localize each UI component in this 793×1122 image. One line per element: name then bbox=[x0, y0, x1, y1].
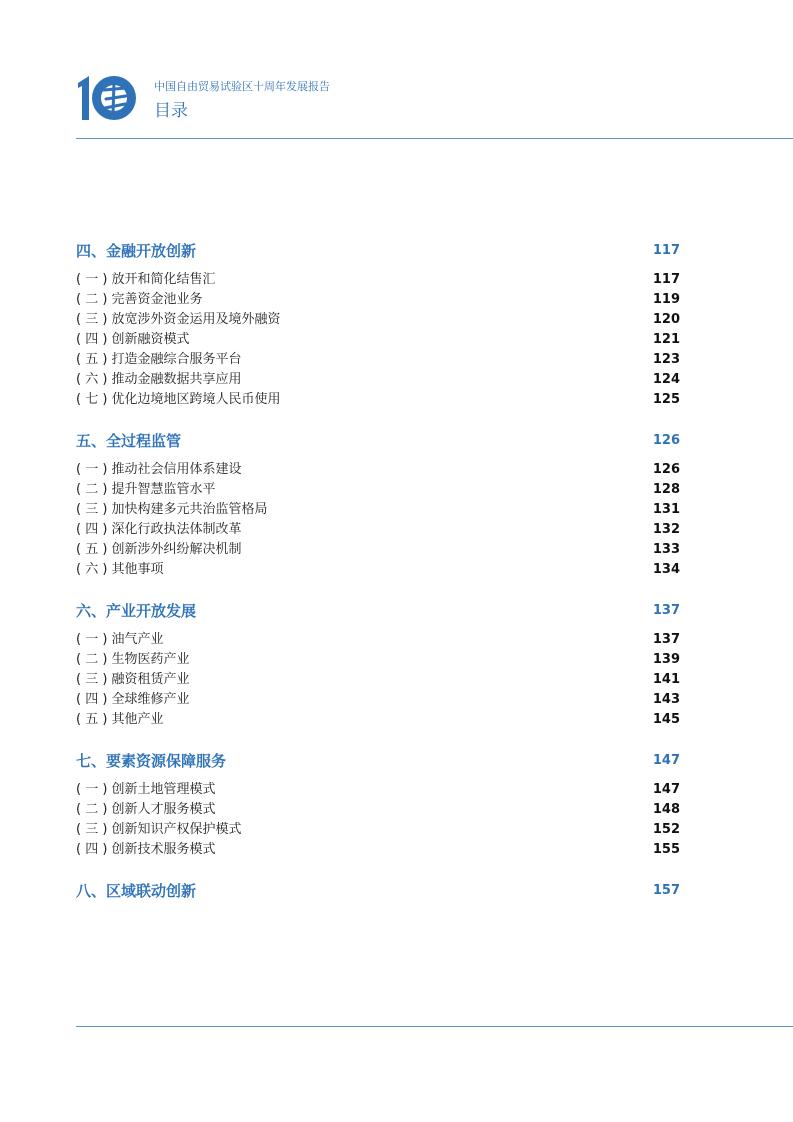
entry-title: ( 四 ) 全球维修产业 bbox=[76, 692, 190, 707]
toc-entry[interactable] bbox=[76, 500, 680, 520]
toc-entry[interactable] bbox=[76, 820, 680, 840]
toc-entry[interactable] bbox=[76, 630, 680, 650]
entry-page-number: 123 bbox=[652, 352, 680, 367]
entry-page-number: 148 bbox=[652, 802, 680, 817]
toc-chapter-row[interactable] bbox=[76, 598, 680, 624]
entry-title: ( 一 ) 创新土地管理模式 bbox=[76, 782, 216, 797]
toc-entry[interactable] bbox=[76, 480, 680, 500]
toc-chapter bbox=[76, 598, 680, 730]
entry-page-number: 147 bbox=[652, 782, 680, 797]
entry-title: ( 一 ) 放开和简化结售汇 bbox=[76, 272, 216, 287]
chapter-title: 六、产业开放发展 bbox=[76, 602, 197, 620]
chapter-title: 五、全过程监管 bbox=[76, 432, 182, 450]
toc-chapter bbox=[76, 238, 680, 410]
toc-entry[interactable] bbox=[76, 840, 680, 860]
toc-chapter bbox=[76, 748, 680, 860]
entry-page-number: 152 bbox=[652, 822, 680, 837]
toc-entry[interactable] bbox=[76, 460, 680, 480]
entry-page-number: 119 bbox=[652, 292, 680, 307]
toc-entry[interactable] bbox=[76, 650, 680, 670]
toc-chapter-row[interactable] bbox=[76, 428, 680, 454]
entry-title: ( 六 ) 其他事项 bbox=[76, 562, 164, 577]
toc-chapter-row[interactable] bbox=[76, 878, 680, 904]
toc-entry[interactable] bbox=[76, 310, 680, 330]
chapter-title: 四、金融开放创新 bbox=[76, 242, 197, 260]
toc-entry[interactable] bbox=[76, 560, 680, 580]
entry-title: ( 三 ) 放宽涉外资金运用及境外融资 bbox=[76, 312, 281, 327]
toc-entry[interactable] bbox=[76, 290, 680, 310]
chapter-title: 七、要素资源保障服务 bbox=[76, 752, 227, 770]
entry-page-number: 141 bbox=[652, 672, 680, 687]
entry-page-number: 137 bbox=[652, 632, 680, 647]
chapter-page-number: 126 bbox=[652, 433, 680, 448]
entry-title: ( 五 ) 创新涉外纠纷解决机制 bbox=[76, 542, 242, 557]
entry-page-number: 124 bbox=[652, 372, 680, 387]
entry-title: ( 四 ) 深化行政执法体制改革 bbox=[76, 522, 242, 537]
toc-entry[interactable] bbox=[76, 540, 680, 560]
entry-title: ( 五 ) 其他产业 bbox=[76, 712, 164, 727]
entry-page-number: 132 bbox=[652, 522, 680, 537]
entry-page-number: 155 bbox=[652, 842, 680, 857]
entry-page-number: 117 bbox=[652, 272, 680, 287]
entry-title: ( 二 ) 创新人才服务模式 bbox=[76, 802, 216, 817]
toc-chapter-row[interactable] bbox=[76, 748, 680, 774]
report-title: 中国自由贸易试验区十周年发展报告 bbox=[154, 80, 330, 93]
entry-page-number: 128 bbox=[652, 482, 680, 497]
entry-page-number: 131 bbox=[652, 502, 680, 517]
toc-entry[interactable] bbox=[76, 800, 680, 820]
entry-title: ( 三 ) 融资租赁产业 bbox=[76, 672, 190, 687]
entry-title: ( 七 ) 优化边境地区跨境人民币使用 bbox=[76, 392, 281, 407]
entry-page-number: 125 bbox=[652, 392, 680, 407]
toc-entry[interactable] bbox=[76, 350, 680, 370]
section-title: 目录 bbox=[154, 101, 188, 121]
ten-year-logo-icon bbox=[76, 74, 138, 122]
toc-entry[interactable] bbox=[76, 330, 680, 350]
entry-title: ( 四 ) 创新融资模式 bbox=[76, 332, 190, 347]
entry-title: ( 三 ) 创新知识产权保护模式 bbox=[76, 822, 242, 837]
toc-entry[interactable] bbox=[76, 690, 680, 710]
entry-title: ( 二 ) 提升智慧监管水平 bbox=[76, 482, 216, 497]
toc-entry[interactable] bbox=[76, 390, 680, 410]
entry-title: ( 五 ) 打造金融综合服务平台 bbox=[76, 352, 242, 367]
chapter-page-number: 147 bbox=[652, 753, 680, 768]
toc-entry[interactable] bbox=[76, 710, 680, 730]
table-of-contents bbox=[76, 238, 680, 922]
chapter-page-number: 137 bbox=[652, 603, 680, 618]
chapter-title: 八、区域联动创新 bbox=[76, 882, 197, 900]
toc-chapter-row[interactable] bbox=[76, 238, 680, 264]
toc-entry[interactable] bbox=[76, 270, 680, 290]
entry-page-number: 120 bbox=[652, 312, 680, 327]
toc-entry[interactable] bbox=[76, 370, 680, 390]
entry-page-number: 134 bbox=[652, 562, 680, 577]
header-divider bbox=[76, 138, 793, 139]
toc-entry[interactable] bbox=[76, 780, 680, 800]
footer-divider bbox=[76, 1026, 793, 1027]
entry-page-number: 133 bbox=[652, 542, 680, 557]
entry-page-number: 145 bbox=[652, 712, 680, 727]
chapter-page-number: 117 bbox=[652, 243, 680, 258]
entry-page-number: 126 bbox=[652, 462, 680, 477]
entry-title: ( 六 ) 推动金融数据共享应用 bbox=[76, 372, 242, 387]
entry-page-number: 139 bbox=[652, 652, 680, 667]
chapter-page-number: 157 bbox=[652, 883, 680, 898]
toc-entry[interactable] bbox=[76, 520, 680, 540]
entry-page-number: 121 bbox=[652, 332, 680, 347]
entry-title: ( 二 ) 完善资金池业务 bbox=[76, 292, 203, 307]
entry-title: ( 一 ) 推动社会信用体系建设 bbox=[76, 462, 242, 477]
page-header bbox=[76, 74, 793, 124]
entry-title: ( 二 ) 生物医药产业 bbox=[76, 652, 190, 667]
toc-chapter bbox=[76, 428, 680, 580]
entry-page-number: 143 bbox=[652, 692, 680, 707]
toc-entry[interactable] bbox=[76, 670, 680, 690]
entry-title: ( 三 ) 加快构建多元共治监管格局 bbox=[76, 502, 268, 517]
toc-chapter bbox=[76, 878, 680, 904]
entry-title: ( 四 ) 创新技术服务模式 bbox=[76, 842, 216, 857]
entry-title: ( 一 ) 油气产业 bbox=[76, 632, 164, 647]
